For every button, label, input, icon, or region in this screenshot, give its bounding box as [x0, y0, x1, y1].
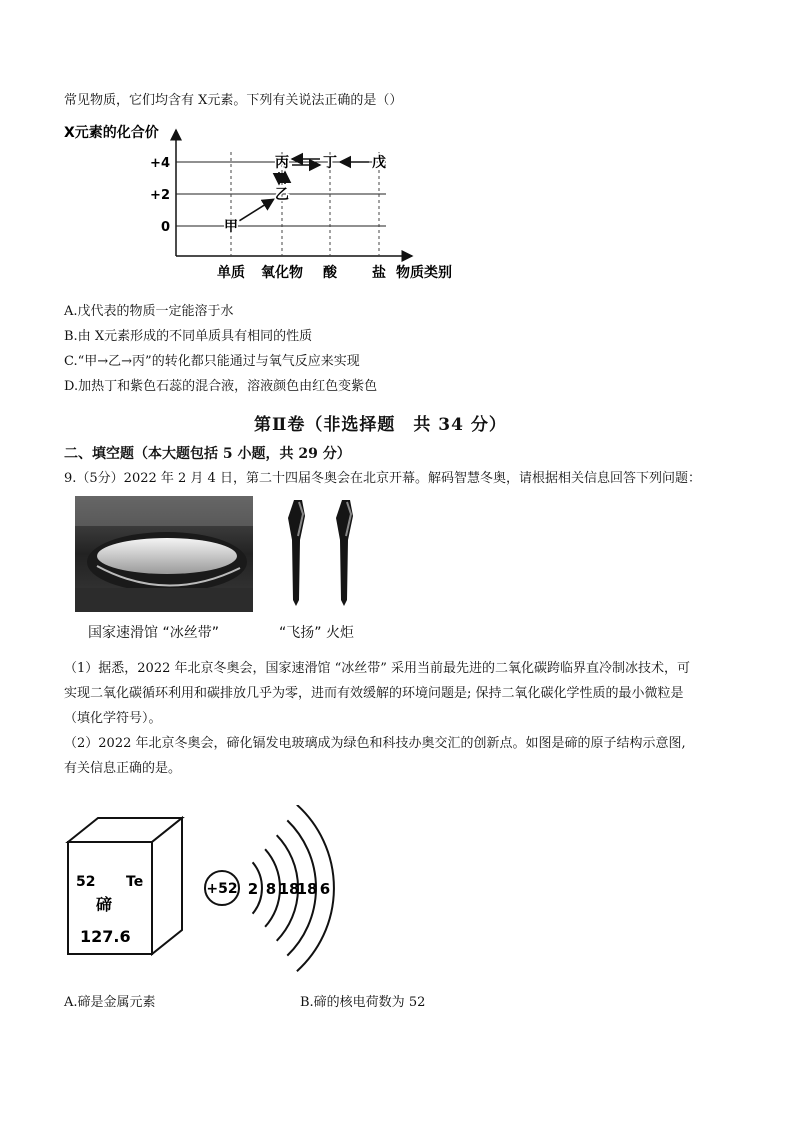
y-tick-label: 0: [160, 220, 170, 235]
chart-point: 甲: [224, 219, 238, 235]
nucleus-charge: +52: [206, 881, 238, 897]
shell-electron-count: 8: [265, 880, 277, 898]
photo-caption: 国家速滑馆 “冰丝带”: [88, 625, 219, 641]
option-a-q9: A.碲是金属元素: [64, 995, 156, 1010]
y-tick-label: +2: [150, 188, 170, 203]
x-tick-label: 酸: [323, 265, 337, 281]
option-d: D.加热丁和紫色石蕊的混合液，溶液颜色由红色变紫色: [64, 379, 378, 394]
q9-1-line1: （1）据悉，2022 年北京冬奥会，国家速滑馆 “冰丝带” 采用当前最先进的二氧化碳跨临界直冷制冰技术，可: [64, 661, 691, 676]
chart-point: 丁: [323, 155, 337, 171]
chart-point: 乙: [275, 187, 289, 203]
element-symbol: Te: [126, 874, 144, 890]
q9-1-line2: 实现二氧化碳循环利用和碳排放几乎为零，进而有效缓解的环境问题是; 保持二氧化碳化学性质的最小微粒是: [64, 686, 684, 701]
atom-structure-diagram: [200, 805, 350, 975]
chart-xlabel: 物质类别: [396, 265, 452, 281]
element-cell-cube: [62, 810, 192, 960]
option-b: B.由 X元素形成的不同单质具有相同的性质: [64, 329, 313, 344]
shell-electron-count: 18: [296, 880, 318, 898]
element-name: 碲: [96, 895, 113, 914]
part2-title: 第Ⅱ卷（非选择题 共 34 分）: [254, 415, 507, 435]
option-a: A.戊代表的物质一定能溶于水: [64, 304, 234, 319]
skating-oval-photo: [75, 496, 253, 612]
q9-1-line3: （填化学符号）。: [64, 711, 162, 726]
chart-point: 丙: [275, 155, 289, 171]
q9-intro: 9.（5分）2022 年 2 月 4 日，第二十四届冬奥会在北京开幕。解码智慧冬奥，请根据相关信息回答下列问题：: [64, 471, 701, 486]
question-stem: 常见物质，它们均含有 X元素。下列有关说法正确的是（）: [64, 93, 403, 108]
y-tick-label: +4: [150, 156, 170, 171]
q9-2-line2: 有关信息正确的是。: [64, 761, 182, 776]
chart-point: 戊: [372, 155, 386, 171]
x-tick-label: 盐: [372, 265, 386, 281]
section-heading: 二、填空题（本大题包括 5 小题，共 29 分）: [64, 446, 351, 462]
shell-electron-count: 2: [247, 880, 259, 898]
shell-electron-count: 6: [319, 880, 331, 898]
option-b-q9: B.碲的核电荷数为 52: [300, 995, 426, 1010]
q9-2-line1: （2）2022 年北京冬奥会，碲化镉发电玻璃成为绿色和科技办奥交汇的创新点。如图是碲的原子结构示意图,: [64, 736, 686, 751]
torch-caption: “飞扬” 火炬: [279, 625, 354, 641]
atomic-number: 52: [76, 874, 96, 890]
option-c: C.“甲→乙→丙”的转化都只能通过与氧气反应来实现: [64, 354, 360, 369]
chart-arrow: [239, 199, 273, 220]
chart-ylabel: X元素的化合价: [64, 125, 159, 141]
atomic-mass: 127.6: [80, 927, 131, 946]
shell-electron-count: 18: [278, 880, 300, 898]
x-tick-label: 单质: [217, 265, 245, 281]
x-tick-label: 氧化物: [261, 265, 303, 281]
torch-image: [272, 496, 362, 608]
